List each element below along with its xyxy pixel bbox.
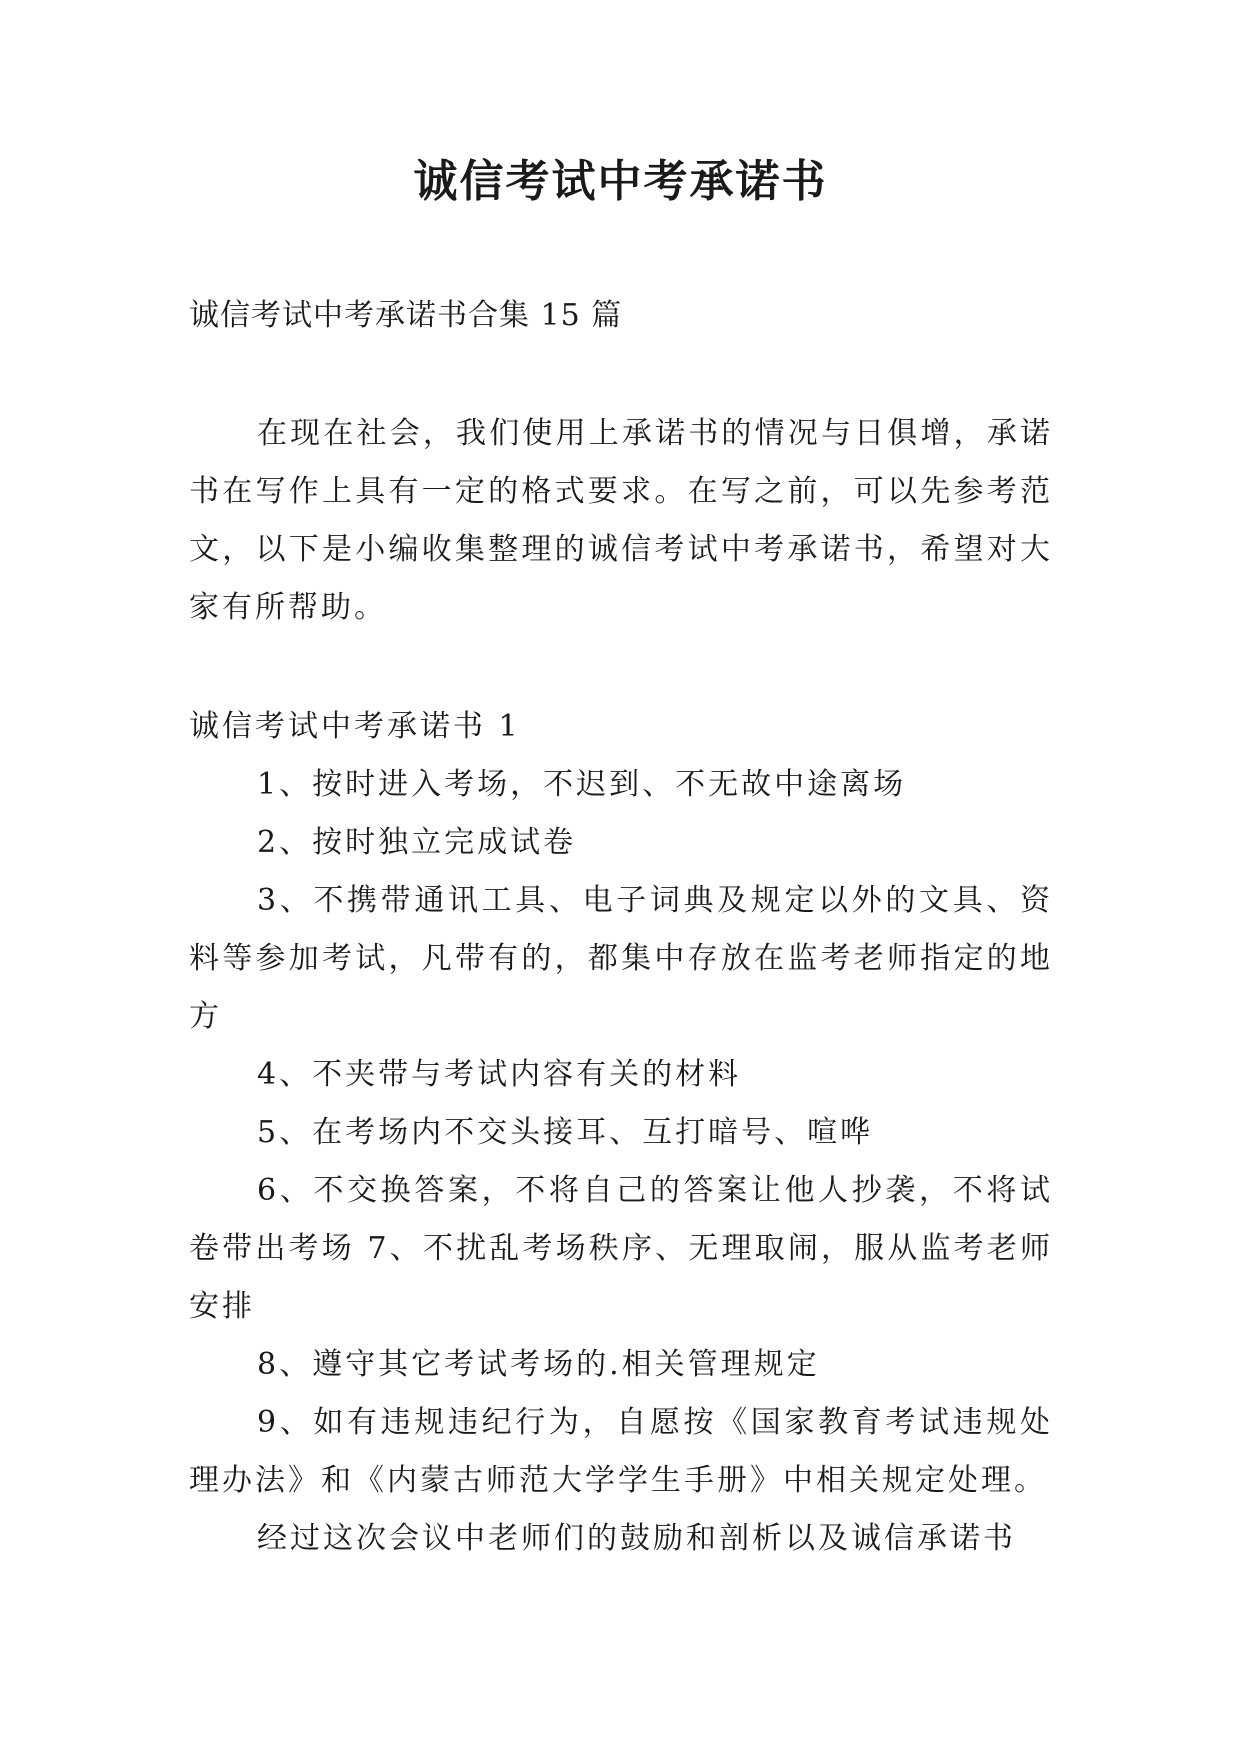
list-item: 经过这次会议中老师们的鼓励和剖析以及诚信承诺书 xyxy=(257,1521,1016,1556)
document-subtitle: 诚信考试中考承诺书合集 15 篇 xyxy=(189,298,623,333)
page-title: 诚信考试中考承诺书 xyxy=(413,156,828,207)
list-item: 5、在考场内不交头接耳、互打暗号、喧哗 xyxy=(257,1115,874,1150)
intro-paragraph: 在现在社会，我们使用上承诺书的情况与日俱增，承诺书在写作上具有一定的格式要求。在写之前，可以先参考范文，以下是小编收集整理的诚信考试中考承诺书，希望对大家有所帮助。 xyxy=(189,416,1053,625)
list-item: 8、遵守其它考试考场的.相关管理规定 xyxy=(257,1347,820,1382)
intro-section xyxy=(189,405,1053,637)
list-item: 1、按时进入考场，不迟到、不无故中途离场 xyxy=(257,767,907,802)
list-item: 3、不携带通讯工具、电子词典及规定以外的文具、资料等参加考试，凡带有的，都集中存放在监考老师指定的地方 xyxy=(189,883,1053,1034)
pledge-section xyxy=(189,698,1053,1568)
section-heading: 诚信考试中考承诺书 1 xyxy=(189,709,521,744)
list-item: 2、按时独立完成试卷 xyxy=(257,825,577,860)
list-item: 4、不夹带与考试内容有关的材料 xyxy=(257,1057,742,1092)
list-item: 9、如有违规违纪行为，自愿按《国家教育考试违规处理办法》和《内蒙古师范大学学生手册》中相关规定处理。 xyxy=(189,1405,1053,1498)
list-item: 6、不交换答案，不将自己的答案让他人抄袭，不将试卷带出考场 7、不扰乱考场秩序、无理取闹，服从监考老师安排 xyxy=(189,1173,1053,1324)
